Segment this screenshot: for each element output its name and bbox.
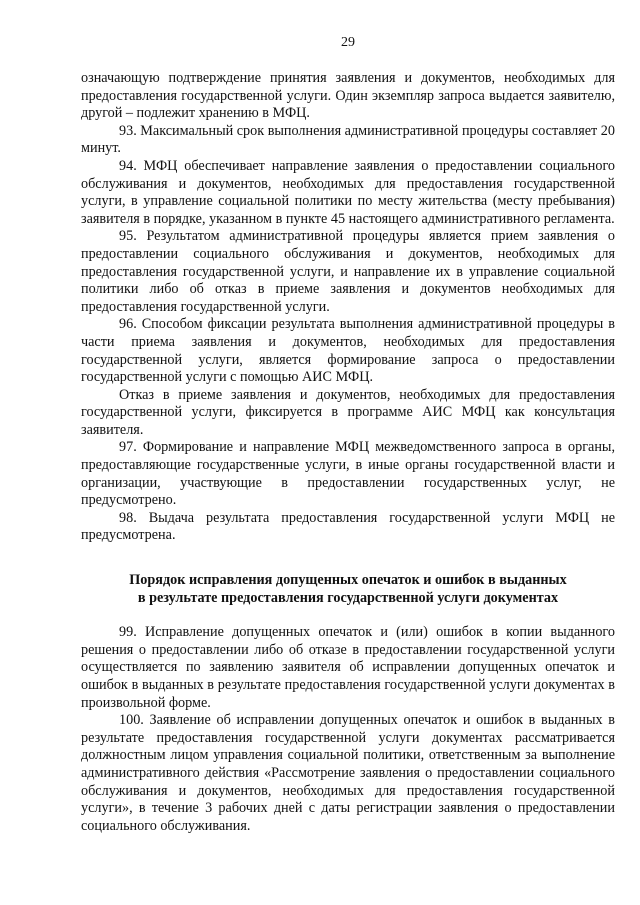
paragraph-96: 96. Способом фиксации результата выполнения административной процедуры в части приема заявления и документов, необходимых для предоставления государственной услуги, является формирование запроса о предоставлении государственной услуги с помощью АИС МФЦ. [81,316,615,386]
document-page [81,34,615,835]
section-heading [81,572,615,607]
paragraph-96-refusal: Отказ в приеме заявления и документов, необходимых для предоставления государственной услуги, фиксируется в программе АИС МФЦ как консультация заявителя. [81,386,615,438]
section-heading-line-1: Порядок исправления допущенных опечаток и ошибок в выданных [129,572,567,589]
paragraphs-top [81,70,615,545]
paragraph-97: 97. Формирование и направление МФЦ межведомственного запроса в органы, предоставляющие государственные услуги, в иные органы государственной власти и организации, участвующие в предоставлении государственных услуг, не предусмотрено. [81,439,615,509]
section-heading-line-2: в результате предоставления государственной услуги документах [137,589,559,606]
page-number: 29 [341,35,355,50]
paragraphs-bottom [81,624,615,835]
paragraph-95: 95. Результатом административной процедуры является прием заявления о предоставлении социального обслуживания и документов, необходимых для предоставления государственной услуги, и направление их в управление социальной политики либо об отказ в приеме заявления и документов необходимых для предоставления государственной услуги. [81,228,615,315]
paragraph-99: 99. Исправление допущенных опечаток и (или) ошибок в копии выданного решения о предоставлении либо об отказе в предоставлении государственной услуги осуществляется по заявлению заявителя об исправлении допущенных опечаток и ошибок в выданных в результате предоставления государственной услуги документах в произвольной форме. [81,624,615,711]
paragraph-93: 93. Максимальный срок выполнения административной процедуры составляет 20 минут. [81,122,615,157]
paragraph-94: 94. МФЦ обеспечивает направление заявления о предоставлении социального обслуживания и документов, необходимых для предоставления государственной услуги, в управление социальной политики по месту жительства (месту пребывания) заявителя в порядке, указанном в пункте 45 настоящего административного регламента. [81,157,615,227]
paragraph-98: 98. Выдача результата предоставления государственной услуги МФЦ не предусмотрена. [81,509,615,544]
paragraph-100: 100. Заявление об исправлении допущенных опечаток и ошибок в выданных в результате предоставления государственной услуги документах рассматривается должностным лицом управления социальной политики, ответственным за выполнение административного действия «Рассмотрение заявления о предоставлении социального обслуживания и документов, необходимых для предоставления государственной услуги», в течение 3 рабочих дней с даты регистрации заявления о предоставлении социального обслуживания. [81,712,615,834]
paragraph-continuation: означающую подтверждение принятия заявления и документов, необходимых для предоставления государственной услуги. Один экземпляр запроса выдается заявителю, другой – подлежит хранению в МФЦ. [81,70,615,122]
